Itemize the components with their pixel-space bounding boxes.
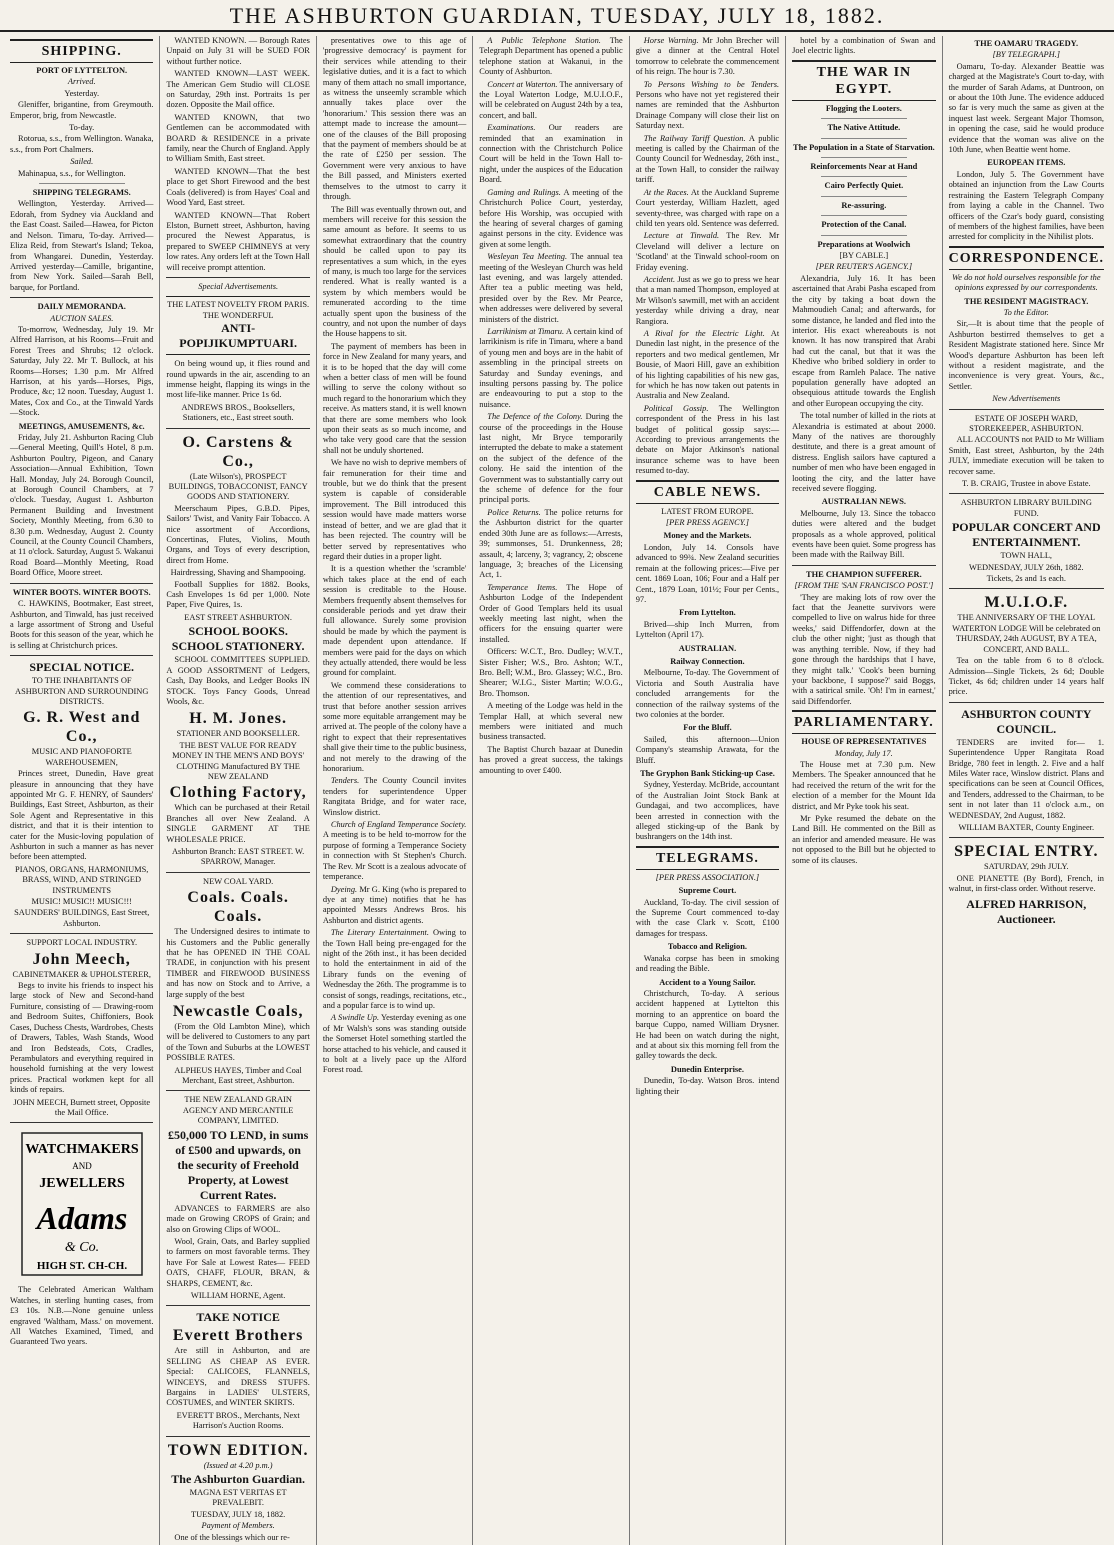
svg-text:& Co.: & Co.	[64, 1240, 99, 1256]
svg-text:HIGH ST. CH-CH.: HIGH ST. CH-CH.	[36, 1260, 127, 1273]
carstens-heading: O. Carstens & Co.,	[182, 433, 294, 470]
racing-text: At the Auckland Supreme Court yesterday, William Hazlett, aged seventy-three, was charged with rape on a child ten years old. Sentence was deferred.	[635, 187, 780, 228]
issued-time: (Issued at 4.20 p.m.)	[203, 1460, 273, 1470]
divider	[166, 1436, 309, 1437]
lecture-heading: Lecture at Tinwald.	[643, 231, 720, 241]
australian-news-heading: AUSTRALIAN NEWS.	[821, 497, 906, 507]
meech-heading: John Meech,	[32, 950, 131, 968]
dunedin-bazaar-text: The Baptist Church bazaar at Dunedin has proved a great success, the takings amounting to over £400.	[479, 744, 623, 775]
correspondence-heading: CORRESPONDENCE.	[949, 246, 1104, 270]
lyttelton-heading: From Lyttelton.	[679, 608, 736, 618]
divider	[39, 183, 125, 184]
railway-connection-text: Melbourne, To-day. The Government of Victoria and South Australia have concluded arrangements for the connection of the railway systems of the two colonies at the border.	[635, 668, 780, 719]
jones-text: THE BEST VALUE FOR READY MONEY IN THE MEN'S AND BOYS' CLOTHING Manufactured BY THE NEW ZEALAND	[172, 740, 305, 781]
column-1	[4, 36, 160, 1545]
divider	[821, 118, 907, 119]
everett-heading: Everett Brothers	[172, 1327, 304, 1345]
parliamentary-heading: PARLIAMENTARY.	[792, 710, 935, 734]
anti-heading: ANTI-POPIJIKUMPTUARI.	[179, 321, 297, 351]
horne-signature: WILLIAM HORNE, Agent.	[190, 1290, 286, 1300]
editorial-paragraph: It is a question whether the 'scramble' which takes place at the end of each session is creditable to the House. Members frequently absent themselves for considerable periods and yet draw their full allowance. Surely some provision should be made by which the payment is made dependent upon attendance. If members were paid for the days on which they actually attended, there would be less ground for complaint.	[322, 564, 467, 678]
svg-text:JEWELLERS: JEWELLERS	[38, 1176, 125, 1192]
sailed-text: Mahinapua, s.s., for Wellington.	[18, 168, 126, 178]
winter-boots-text: C. HAWKINS, Bootmaker, East street, Ashburton, and Tinwald, has just received a large assortment of Strong and Useful Boots for this season of the year, which he is selling at Christchurch prices.	[10, 599, 154, 650]
divider	[949, 588, 1104, 589]
yesterday-label: Yesterday.	[64, 88, 100, 98]
concert-text: The anniversary of the Loyal Waterton Lodge, M.U.I.O.F., will be celebrated on August 24th by a tea, concert, and ball.	[479, 79, 623, 120]
wanted-known-chimneys: WANTED KNOWN—That Robert Elston, Burnett street, Ashburton, having procured the Newest Apparatus, is prepared to SWEEP CHIMNEYS at very low rates. Any orders left at the Town Hall will receive prompt attention.	[166, 210, 310, 272]
war-sub: Protection of the Canal.	[821, 220, 907, 230]
dunedin-text: Dunedin, To-day. Watson Bros. intend lighting their	[635, 1076, 780, 1096]
town-hall-label: TOWN HALL,	[1000, 551, 1053, 561]
house-text: The House met at 7.30 p.m. New Members. The Speaker announced that he had received the return of the writ for the election of a member for the Mount Ida district, and Mr Pyke took his seat.	[792, 759, 936, 811]
swindle-heading: A Swindle Up.	[330, 1013, 380, 1023]
meetings-text: Friday, July 21. Ashburton Racing Club—General Meeting, Quill's Hotel, 8 p.m. Ashburton Poultry, Pigeon, and Canary Association—Annual Exhibition, Town Hall. Monday, July 24. Borough Council, at Borough Council Chambers, at 7 o'clock. Tuesday, August 1. Ashburton Permanent Building and Investment Society, Monthly Meeting, from 6.30 to 8.30 p.m. Wednesday, August 2. County Council, at the County Council Chambers, at 11 o'clock. Saturday, August 5. Wakanui Road Board—Monthly Meeting, Road Board Office, Moore street.	[10, 433, 154, 578]
railway-connection-heading: Railway Connection.	[670, 656, 745, 666]
carstens-text: Meerschaum Pipes, G.B.D. Pipes, Sailors' Twist, and Vanity Fair Tobacco. A nice assortment of Accordions, Concertinas, Flutes, Violins, Mouth Organs, and Toys of every description, direct from Home.	[166, 503, 310, 565]
divider	[821, 157, 907, 158]
town-edition-heading: TOWN EDITION.	[167, 1441, 309, 1459]
horse-text: Mr John Brecher will give a dinner at the Central Hotel tomorrow to celebrate the commencement of his reign. The hour is 7.30.	[635, 36, 780, 77]
muiof-heading: M.U.I.O.F.	[984, 594, 1069, 612]
svg-text:AND: AND	[71, 1161, 92, 1172]
divider	[10, 933, 153, 934]
temperance-officers: Officers: W.C.T., Bro. Dudley; W.V.T., Sister Fisher; W.S., Bro. Ashton; W.T., Bro. Bell; W.M., Bro. Glassey; W.C., Bro. Shearer; W.I.G., Sister Martin; W.O.G., Bro. Thomson.	[479, 647, 623, 698]
lyttelton-text: Brived—ship Inch Murren, from Lyttelton (April 17).	[635, 619, 780, 640]
nz-grain-heading: THE NEW ZEALAND GRAIN AGENCY AND MERCANTILE COMPANY, LIMITED.	[182, 1095, 294, 1126]
champion-heading: THE CHAMPION SUFFERER.	[806, 569, 922, 579]
svg-text:Adams: Adams	[36, 1200, 128, 1237]
sailed-label: Sailed.	[70, 157, 94, 167]
tenders-text: The County Council invites tenders for superintendence Upper Rangitata Bridge, and for water race, Winslow district.	[322, 776, 467, 817]
special-entry-heading: SPECIAL ENTRY.	[954, 843, 1099, 861]
tenderers-text: Persons who have not yet registered their names are reminded that the Ashburton Drainage Company will close their list on Saturday next.	[635, 90, 780, 131]
shipping-telegrams-heading: SHIPPING TELEGRAMS.	[32, 188, 131, 198]
newcastle-heading: Newcastle Coals,	[172, 1003, 304, 1021]
coal-yard-heading: NEW COAL YARD.	[203, 876, 274, 886]
west-company-sub: MUSIC AND PIANOFORTE WAREHOUSEMEN,	[31, 747, 132, 767]
tickets-price: Tickets, 2s and 1s each.	[986, 574, 1066, 584]
rival-heading: A Rival for the Electric Light.	[643, 328, 765, 338]
take-notice-heading: TAKE NOTICE	[196, 1310, 280, 1325]
coals-heading: Coals. Coals. Coals.	[187, 889, 289, 926]
tragedy-heading: THE OAMARU TRAGEDY.	[974, 39, 1079, 48]
west-instruments: PIANOS, ORGANS, HARMONIUMS, BRASS, WIND, AND STRINGED INSTRUMENTS	[15, 864, 149, 895]
estate-heading: ESTATE OF JOSEPH WARD, STOREKEEPER, ASHBURTON.	[969, 413, 1084, 433]
novelty-sub: THE WONDERFUL	[202, 310, 274, 320]
editorial-paragraph: We have no wish to deprive members of fair remuneration for their time and trouble, but we do think that the present system is capable of considerable improvement. The Bill introduced this session would have made matters worse instead of better, and we are glad that it has been rejected. The country will be better served by representatives who regard their duties in a proper light.	[322, 458, 467, 561]
sailor-text: Christchurch, To-day. A serious accident happened at Lyttelton this morning to an apprentice on board the barque Cuppo, named William Drysner. He had been on watch during the night, and at about six this morning fell from the galley towards the deck.	[635, 988, 780, 1061]
jones-sub: STATIONER AND BOOKSELLER.	[176, 729, 300, 739]
rival-text: At Dunedin last night, in the presence of the reporters and two medical gentlemen, Mr Bousie, of Maori Hill, gave an exhibition of his lighting capabilities of his new gas, for which he has now taken out patents in Australia and New Zealand.	[635, 328, 780, 401]
special-notice-heading: SPECIAL NOTICE.	[29, 660, 135, 675]
shipping-telegrams-text: Wellington, Yesterday. Arrived—Edorah, from Sydney via Auckland and the East Coast. Sailed—Hawea, for Picton and Nelson. Timaru, To-day. Arrived—Eliza Reid, from Stewart's Island; Tekoa, from Whangarei. Dunedin, Yesterday. Arrived yesterday—Camille, brigantine, from New York. Sailed—Sarah Bell, barque, for Portland.	[10, 199, 154, 292]
phone-heading: A Public Telephone Station.	[487, 36, 601, 45]
library-fund-heading: ASHBURTON LIBRARY BUILDING FUND.	[960, 498, 1092, 518]
wanted-known-firewood: WANTED KNOWN—That the best place to get Short Firewood and the best Coals (delivered) is from Hayes' Coal and Wood Yard, East street.	[166, 166, 310, 208]
wesleyan-heading: Wesleyan Tea Meeting.	[487, 252, 568, 262]
tobacco-text: Wanaka corpse has been in smoking and reading the Bible.	[635, 953, 780, 974]
lend-text: £50,000 TO LEND, in sums of £500 and upwards, on the security of Freehold Property, at Lowest Current Rates.	[168, 1127, 309, 1202]
carstens-foot: Football Supplies for 1882. Books, Cash Envelopes 1s 6d per 1,000. Note Paper, Five Quires, 1s.	[166, 579, 310, 610]
popular-concert: POPULAR CONCERT AND ENTERTAINMENT.	[951, 520, 1101, 550]
meech-text: Begs to invite his friends to inspect his large stock of New and Second-hand Furniture, consisting of — Drawing-room and Bedroom Suites, Chiffoniers, Book Cases, Duchess Chests, Wardrobes, Chests of Drawers, Tables, Wash Stands, Wood and Iron Bedsteads, Cots, Cradles, Perambulators and everything required in household furnishing at the very lowest prices. Practical workmen kept for all kinds of repairs.	[10, 981, 154, 1095]
divider	[792, 565, 935, 566]
by-cable-label: [BY CABLE.]	[839, 251, 889, 261]
school-books-text: SCHOOL COMMITTEES SUPPLIED. A GOOD ASSORTMENT of Ledgers, Cash, Day Books, and Ledger Books IN STOCK. Toys Fancy Goods, Unread Wools, &c.	[166, 655, 310, 706]
temperance-text: The Hope of Ashburton Lodge of the Independent Order of Good Templars held its usual weekly meeting last night, when the officers for the ensuing quarter were installed.	[479, 582, 623, 644]
divider	[949, 409, 1104, 410]
novelty-heading: THE LATEST NOVELTY FROM PARIS.	[167, 300, 310, 310]
estate-text: ALL ACCOUNTS not PAID to Mr William Smith, East street, Ashburton, by the 24th JULY, immediate execution will be taken to recover same.	[948, 435, 1104, 476]
arrivals-text: Gleniffer, brigantine, from Greymouth. Emperor, brig, from Newcastle.	[10, 100, 154, 120]
today-label: To-day.	[69, 123, 95, 133]
press-agency-label: [PER PRESS AGENCY.]	[665, 518, 749, 528]
county-council-signature: WILLIAM BAXTER, County Engineer.	[958, 822, 1095, 832]
railway-text: A public meeting is called by the Chairman of the County Council for Wednesday, 26th inst., at the Town Hall, to consider the railway tariff.	[635, 133, 780, 185]
reuter-label: [PER REUTER'S AGENCY.]	[815, 262, 913, 272]
guardian-heading: The Ashburton Guardian.	[171, 1472, 305, 1486]
carstens-hair: Hairdressing, Shaving and Shampooing.	[170, 568, 306, 578]
tobacco-heading: Tobacco and Religion.	[667, 942, 747, 952]
correspondence-note: We do not hold ourselves responsible for the opinions expressed by our correspondents.	[952, 272, 1101, 293]
county-council-heading: ASHBURTON COUNTY COUNCIL.	[961, 706, 1092, 736]
divider	[821, 215, 907, 216]
special-entry-text: ONE PIANETTE (By Bord), French, in walnut, in first-class order. Without reserve.	[948, 873, 1104, 894]
memoranda-heading: DAILY MEMORANDA.	[37, 302, 126, 312]
library-heading: The Literary Entertainment.	[330, 928, 429, 938]
meech-address: JOHN MEECH, Burnett street, Opposite the Mail Office.	[13, 1097, 151, 1117]
everett-text: Are still in Ashburton, and are SELLING AS CHEAP AS EVER. Special: CALICOES, FLANNELS, WINCEYS, and DRESS STUFFS. Bargains in LADIES' ULSTERS, COSTUMES, and WINTER SKIRTS.	[166, 1346, 310, 1408]
support-heading: SUPPORT LOCAL INDUSTRY.	[26, 938, 138, 948]
war-sub: Preparations at Woolwich	[817, 239, 911, 249]
australian-heading: AUSTRALIAN.	[678, 643, 737, 653]
timaru-text: A certain kind of larrikinism is rife in Timaru, where a band of young men and boys are in the habit of assembling in the principal streets on Saturday and Sunday evenings, and insulting persons passing by. The police are endeavouring to put a stop to the nuisance.	[479, 326, 623, 409]
anti-address: ANDREWS BROS., Booksellers, Stationers, etc., East street south.	[181, 402, 295, 423]
bluff-text: Sailed, this afternoon—Union Company's steamship Arawata, for the Bluff.	[635, 734, 780, 765]
timaru-heading: Larrikinism at Timaru.	[487, 326, 565, 336]
hotel-text: hotel by a combination of Swan and Joel electric lights.	[792, 36, 936, 56]
european-text: London, July 5. The Government have obtained an injunction from the Law Courts restraining the Eastern Telegraph Company from laying a cable in the Channel. Two officers of the Czar's body guard, consisting of members of the highest families, have been arrested for complicity in the Nihilist plots.	[948, 169, 1104, 242]
coal-text: The Undersigned desires to intimate to his Customers and the Public generally that he has OPENED IN THE COAL TRADE, in conjunction with his present TIMBER and FIREWOOD BUSINESS and has now on Stock and to Arrive, a large supply of the best	[166, 927, 310, 999]
to-editor-label: To the Editor.	[1003, 307, 1049, 317]
column-4	[473, 36, 629, 1545]
gryphon-heading: The Gryphon Bank Sticking-up Case.	[640, 769, 775, 778]
concert-heading: Concert at Waterton.	[487, 79, 558, 89]
advances-text: ADVANCES to FARMERS are also made on Growing CROPS of Grain; and also on Growing Clips of WOOL.	[166, 1203, 310, 1234]
war-sub: Re-assuring.	[841, 200, 887, 210]
clothing-factory-heading: Clothing Factory,	[169, 784, 307, 802]
money-text: London, July 14. Consols have advanced to 99¾. New Zealand securities remain at the following prices:—Five per cent. 1869 Loan, 106; Four and a Half per Cent., 1879 Loan, 101½; Four per Cents., 97.	[635, 542, 780, 604]
defence-text: During the course of the proceedings in the House last night, Mr Bryce temporarily interrupted the debate to make a statement on the subject of the defence of the colony. He said the intention of the Government was to substantially carry out the scheme of defence for the four principal ports.	[479, 412, 623, 505]
war-sub: Reinforcements Near at Hand	[810, 162, 918, 172]
arrived-label: Arrived.	[67, 77, 96, 87]
accident-heading: Accident.	[643, 274, 676, 284]
column-2	[160, 36, 316, 1545]
editorial-paragraph: The payment of members has been in force in New Zealand for many years, and it is to be hoped that the day will come when a better class of men will be found willing to serve the colony without so much regard to the honorarium which they receive. As matters stand, it is well known that there are some members who look upon their seats as so much income, and who take very good care that the session shall not be unduly shortened.	[322, 341, 467, 455]
telegrams-heading: TELEGRAMS.	[636, 846, 779, 870]
divider	[166, 1305, 309, 1306]
payment-heading: Payment of Members.	[201, 1521, 275, 1531]
carstens-sub: (Late Wilson's), PROSPECT BUILDINGS, TOBACCONIST, FANCY GOODS AND STATIONERY.	[168, 471, 308, 502]
bonds-text: Wool, Grain, Oats, and Barley supplied to farmers on most favorable terms. They have For Sale at Lowest Rates— FEED OATS, CHAFF, FLOUR, BRAN, & SHARPS, CEMENT, &c.	[166, 1236, 310, 1288]
racing-heading: At the Races.	[643, 187, 689, 197]
west-company-heading: G. R. West and Co.,	[23, 709, 141, 746]
european-heading: EUROPEAN ITEMS.	[987, 158, 1066, 168]
today-text: Rotorua, s.s., from Wellington. Wanaka, s.s., from Port Chalmers.	[10, 134, 154, 154]
editorial-paragraph: presentatives owe to this age of 'progressive democracy' is payment for their services while attending to their legislative duties, and it is a fact to which many of them attach no small importance, as witness the unseemly scramble which annually takes place over the 'honorarium.' This session there was an attempt made to increase the amount—one of the clauses of the Bill proposing that the payment of members should be at the rate of £250 per session. The Government were very anxious to have the Bill passed, and Ministers exerted themselves to the utmost to carry it through.	[322, 36, 467, 202]
adams-logo	[10, 1129, 153, 1279]
church-text: A meeting is to be held to-morrow for the purpose of forming a Temperance Society in connection with St Stephen's Church. The Rev. Mr Scott is a zealous advocate of temperance.	[322, 830, 467, 882]
cable-news-heading: CABLE NEWS.	[636, 480, 779, 504]
exam-heading: Examinations.	[487, 123, 536, 133]
police-heading: Police Returns.	[487, 507, 541, 517]
divider	[10, 583, 153, 584]
columns-grid	[4, 36, 1110, 1542]
special-ads-heading: Special Advertisements.	[198, 281, 279, 291]
saunders-buildings: SAUNDERS' BUILDINGS, East Street, Ashburton.	[14, 908, 150, 928]
clothing-factory-address: Ashburton Branch: EAST STREET. W. SPARROW, Manager.	[171, 846, 305, 867]
dyeing-heading: Dyeing.	[330, 884, 358, 894]
swindle-text: Yesterday evening as one of Mr Walsh's sons was standing outside the Somerset Hotel something startled the horse attached to his vehicle, and caused it to bolt at a lively pace up the Alford Forest road.	[322, 1013, 467, 1075]
church-heading: Church of England Temperance Society.	[330, 820, 467, 830]
champion-source: [FROM THE 'SAN FRANCISCO POST.']	[794, 581, 934, 591]
estate-signature: T. B. CRAIG, Trustee in above Estate.	[961, 479, 1091, 489]
column-7	[943, 36, 1110, 1545]
australian-news-text: Melbourne, July 13. Since the tobacco duties were altered and the budget proposals as a whole approved, political events have been quiet. Some progress has been made with the Railway Bill.	[792, 508, 936, 560]
wanted-known-board: WANTED KNOWN, that two Gentlemen can be accommodated with BOARD & RESIDENCE in a private family, near the Church of England. Apply to William Smith, East street.	[166, 112, 310, 164]
gryphon-text: Sydney, Yesterday. McBride, accountant of the Australian Joint Stock Bank at Gundagai, and two accomplices, have been arrested in connection with the alleged sticking-up of the Bank by bushrangers on the 14th inst.	[635, 780, 780, 842]
war-sub: Flogging the Looters.	[825, 103, 902, 113]
divider	[166, 428, 309, 429]
library-text: Owing to the Town Hall being pre-engaged for the night of the 26th inst., it has been decided to hold the entertainment in aid of the Library funds on the evening of Wednesday the 26th. The programme is to consist of songs, readings, recitations, etc., and a popular farce is to wind up.	[322, 928, 467, 1010]
gaming-text: A meeting of the Christchurch Police Court, yesterday, before His Worship, was occupied with the hearing of several charges of gaming against persons in the city. Evidence was given at some length.	[479, 187, 623, 249]
wanted-known-gem-studio: WANTED KNOWN—LAST WEEK. The American Gem Studio will CLOSE on Saturday, 29th inst. Portraits 1s per dozen. Opposite the Mail office.	[166, 69, 310, 110]
everett-address: EVERETT BROS., Merchants, Next Harrison's Auction Rooms.	[176, 1410, 300, 1431]
divider	[949, 837, 1104, 838]
column-3	[317, 36, 473, 1545]
editorial-paragraph: We commend these considerations to the attention of our representatives, and trust that before another session arrives some more equitable arrangement may be arrived at. The people of the colony have a right to expect that their representatives shall give their time to the public business, and not merely to the drawing of the honorarium.	[322, 680, 467, 774]
winter-boots-heading: WINTER BOOTS. WINTER BOOTS.	[12, 587, 151, 597]
wanted-known-rates: WANTED KNOWN. — Borough Rates Unpaid on July 31 will be SUED FOR without further notice.	[166, 36, 310, 66]
column-5	[630, 36, 786, 1545]
port-heading: PORT OF LYTTELTON.	[36, 66, 128, 75]
meech-sub: CABINETMAKER & UPHOLSTERER,	[12, 969, 151, 979]
war-text: Alexandria, July 16. It has been ascertained that Arabi Pasha escaped from the city by taking a boat down the Mahmoudieh Canal; and afterwards, for some distance, he landed and fled into the interior. His exact whereabouts is not known. It has now transpired that Arabi had cut the canal, but that it was the Khedive who bribed soldiery in order to escape from Ramleh Palace. The native population generally have adopted an obsequious attitude towards the English and other European occupying the city.	[792, 273, 936, 408]
divider	[166, 277, 309, 278]
gaming-heading: Gaming and Rulings.	[487, 187, 561, 197]
exam-text: Our readers are reminded that an examination in connection with the Christchurch Police Court will be held in the Town Hall to-night, under the auspices of the Education Board.	[479, 123, 623, 185]
resident-magistracy-text: Sir,—It is about time that the people of Ashburton bestirred themselves to get a Resident Magistrate stationed here. Since Mr Wood's departure Ashburton has been left without a resident magistrate, and the inconvenience is very great. Yours, &c., Settler.	[948, 319, 1104, 391]
divider	[821, 176, 907, 177]
temperance-heading: Temperance Items.	[487, 582, 558, 592]
phone-text: The Telegraph Department has opened a public telephone station at Wakanui, in the County of Ashburton.	[479, 36, 623, 77]
wesleyan-text: The annual tea meeting of the Wesleyan Church was held last evening, and was largely attended. After tea a public meeting was held, presided over by the Rev. Mr Pearce, when addresses were delivered by several ministers of the district.	[479, 252, 623, 324]
political-heading: Political Gossip.	[643, 403, 709, 413]
county-council-text: TENDERS are invited for— 1. Superintendence Upper Rangitata Road Bridge, 780 feet in length. 2. Five and a half Miles Water race, Winslow district. Plans and specifications can be seen at Council Offices, and Tenders, addressed to the Chairman, to be sent in not later than 11 o'clock a.m., on WEDNESDAY, 2nd August, 1882.	[948, 737, 1104, 820]
dyeing-text: Mr G. King (who is prepared to dye at any time) notifies that he has appointed Messrs Andrews Bros. his Ashburton and district agents.	[322, 884, 467, 925]
lecture-text: The Rev. Mr Cleveland will deliver a lecture on 'Scotland' at the Tinwald school-room on Friday evening.	[635, 231, 780, 272]
adams-jewellers-logo-icon	[18, 1129, 146, 1279]
column-6	[786, 36, 942, 1545]
jones-heading: H. M. Jones.	[189, 710, 288, 728]
press-association-label: [PER PRESS ASSOCIATION.]	[655, 872, 760, 882]
supreme-court-text: Auckland, To-day. The civil session of the Supreme Court commenced to-day with the case Clark v. Scott, £100 damages for trespass.	[635, 897, 780, 938]
accident-text: Just as we go to press we hear that a man named Thompson, employed at Mr Wilson's sawmill, met with an accident yesterday while driving a dray, near Rangiora.	[635, 274, 780, 326]
money-heading: Money and the Markets.	[663, 531, 752, 541]
divider	[949, 702, 1104, 703]
west-music: MUSIC! MUSIC!! MUSIC!!!	[31, 897, 132, 907]
tenders-heading: Tenders.	[330, 776, 360, 786]
war-sub: The Population in a State of Starvation.	[793, 142, 935, 152]
special-entry-signature: ALFRED HARRISON, Auctioneer.	[966, 896, 1087, 926]
war-sub: The Native Attitude.	[827, 123, 901, 133]
divider	[821, 196, 907, 197]
tragedy-source: [BY TELEGRAPH.]	[992, 50, 1061, 60]
divider	[10, 655, 153, 656]
divider	[10, 1122, 153, 1123]
payment-text: One of the blessings which our re-	[174, 1532, 290, 1542]
house-heading: HOUSE OF REPRESENTATIVES	[801, 737, 927, 747]
bluff-heading: For the Bluff.	[683, 723, 732, 733]
railway-heading: The Railway Tariff Question.	[643, 133, 746, 143]
resident-magistracy-heading: THE RESIDENT MAGISTRACY.	[964, 296, 1089, 306]
novelty-ad	[166, 296, 309, 355]
champion-text: 'They are making lots of row over the fact that the Jeanette survivors were compelled to live on walrus hide for three weeks,' said Diffendorfer, down at the club the other night; 'just as though that was anything terrible. Now, if they had gone through the hardships that I have, they might talk.' 'Cook's been burning your backbone, I suppose?' said Boggs, with a satirical smile. 'Oh! I'm in earnest,' said Diffendorfer.	[792, 592, 936, 706]
west-company-text: Princes street, Dunedin, Have great pleasure in announcing that they have appointed Mr G. F. HENRY, of Saunders' Buildings, East Street, Ashburton, as their Sole Agent and Representative in this district, and that it is their intention to cater for the Music-loving population of Ashburton in such a manner as has never before been attempted.	[10, 769, 154, 862]
divider	[10, 297, 153, 298]
concert-date: WEDNESDAY, JULY 26th, 1882.	[968, 562, 1084, 572]
war-sub: Cairo Perfectly Quiet.	[824, 181, 904, 191]
divider	[166, 1090, 309, 1091]
newcastle-text: (From the Old Lambton Mine), which will be delivered to Customers to any part of the Town and Suburbs at the LOWEST POSSIBLE RATES.	[166, 1022, 310, 1063]
political-text: The Wellington correspondent of the Press in his last budget of political gossip says:—According to previous arrangements the debate on Major Atkinson's national insurance scheme was to have been resumed to-day.	[635, 403, 780, 476]
sailor-heading: Accident to a Young Sailor.	[659, 977, 756, 987]
divider	[949, 493, 1104, 494]
svg-text:WATCHMAKERS: WATCHMAKERS	[25, 1142, 139, 1158]
divider	[821, 138, 907, 139]
war-text-2: The total number of killed in the riots at Alexandria is estimated at about 2000. Many of the natives are thoroughly destitute, and there is a great amount of distress. English sailors have captured a number of men who have been engaged in looting the city, and the latter have received severe flogging.	[792, 411, 936, 493]
special-entry-date: SATURDAY, 29th JULY.	[983, 862, 1069, 872]
anniversary-text: THE ANNIVERSARY OF THE LOYAL WATERTON LODGE Will be celebrated on THURSDAY, 24th AUGUST, BY A TEA, CONCERT, AND BALL.	[952, 613, 1101, 654]
school-books-heading: SCHOOL BOOKS. SCHOOL STATIONERY.	[171, 624, 305, 654]
masthead	[0, 0, 1114, 32]
editorial-paragraph: The Bill was eventually thrown out, and members will receive for this session the same amount as before. It seems to us somewhat extraordinary that the country should be called upon to pay its representatives a sum which, in the eyes of many, is much too large for the services rendered. What is really wanted is a system by which members would be remunerated according to the time actually spent upon the business of the country, and not upon the number of days the House happens to sit.	[322, 204, 467, 339]
shipping-heading: SHIPPING.	[10, 39, 153, 63]
war-heading: THE WAR IN EGYPT.	[792, 60, 935, 101]
tragedy-text: Oamaru, To-day. Alexander Beattie was charged at the Magistrate's Court to-day, with the murder of Sarah Adams, at Duntroon, on or about the 10th June. The evidence adduced so far is very much the same as given at the inquest last week. Sergeant Major Thomson, in opening the case, said he would produce evidence that the woman was alive on the 10th June, when Beattie went home.	[948, 61, 1104, 155]
hayes-signature: ALPHEUS HAYES, Timber and Coal Merchant, East street, Ashburton.	[174, 1065, 302, 1086]
special-notice-sub: TO THE INHABITANTS OF ASHBURTON AND SURROUNDING DISTRICTS.	[15, 676, 149, 706]
meetings-heading: MEETINGS, AMUSEMENTS, &c.	[18, 421, 145, 431]
guardian-motto: MAGNA EST VERITAS ET PREVALEBIT.	[189, 1488, 287, 1508]
guardian-date: TUESDAY, JULY 18, 1882.	[191, 1509, 286, 1519]
police-text: The police returns for the Ashburton district for the quarter ended 30th June are as follows:—Arrests, 39; summonses, 51. Drunkenness, 28; assault, 4; larceny, 3; vagrancy, 2; obscene language, 3; breaches of the Licensing Act, 1.	[479, 507, 623, 580]
supreme-court-heading: Supreme Court.	[678, 886, 737, 896]
divider	[166, 872, 309, 873]
new-advertisements-heading: New Advertisements	[992, 394, 1061, 404]
dunedin-heading: Dunedin Enterprise.	[670, 1064, 744, 1074]
anti-text: On being wound up, it flies round and round upwards in the air, ascending to an immense height, flapping its wings in the most life-like manner. Price 1s 6d.	[166, 359, 310, 400]
anniversary-details: Tea on the table from 6 to 8 o'clock. Admission—Single Tickets, 2s 6d; Double Ticket, 4s 6d; children under 14 years half price.	[948, 656, 1104, 697]
auction-sales-label: AUCTION SALES.	[50, 313, 114, 323]
defence-heading: The Defence of the Colony.	[487, 412, 583, 422]
cable-news-sub: LATEST FROM EUROPE.	[661, 506, 754, 516]
divider	[821, 235, 907, 236]
lodge-text: A meeting of the Lodge was held in the Templar Hall, at which several new members were initiated and much business transacted.	[479, 701, 623, 742]
horse-heading: Horse Warning.	[643, 36, 699, 45]
east-street-heading: EAST STREET ASHBURTON.	[184, 612, 292, 622]
house-text-2: Mr Pyke resumed the debate on the Land Bill. He commented on the Bill as an inferior and amended measure. He was not opposed to the Bill but he objected to some of its clauses.	[792, 813, 936, 865]
newspaper-title: THE ASHBURTON GUARDIAN, TUESDAY, JULY 18, 1882.	[229, 3, 885, 28]
auction-text: To-morrow, Wednesday, July 19. Mr Alfred Harrison, at his Rooms—Fruit and Forest Trees and Shrubs; 12 o'clock. Saturday, July 22. Mr T. Bullock, at his Rooms—Horses; 1.30 p.m. Mr Alfred Harrison, at his yards—Horses, Pigs, Produce, &c; 12 noon. Tuesday, August 1. Mates, Cox and Co., at the Tinwald Yards—Stock.	[10, 324, 154, 418]
tenderers-heading: To Persons Wishing to be Tenders.	[643, 79, 780, 89]
clothing-factory-text: Which can be purchased at their Retail Branches all over New Zealand. A SINGLE GARMENT AT THE WHOLESALE PRICE.	[166, 803, 310, 844]
adams-text: The Celebrated American Waltham Watches, in sterling hunting cases, from £3 10s. N.B.—None genuine unless engraved 'Waltham, Mass.' on movement. All Watches Examined, Timed, and Guaranteed Two years.	[10, 1285, 154, 1347]
house-date: Monday, July 17.	[835, 748, 893, 758]
